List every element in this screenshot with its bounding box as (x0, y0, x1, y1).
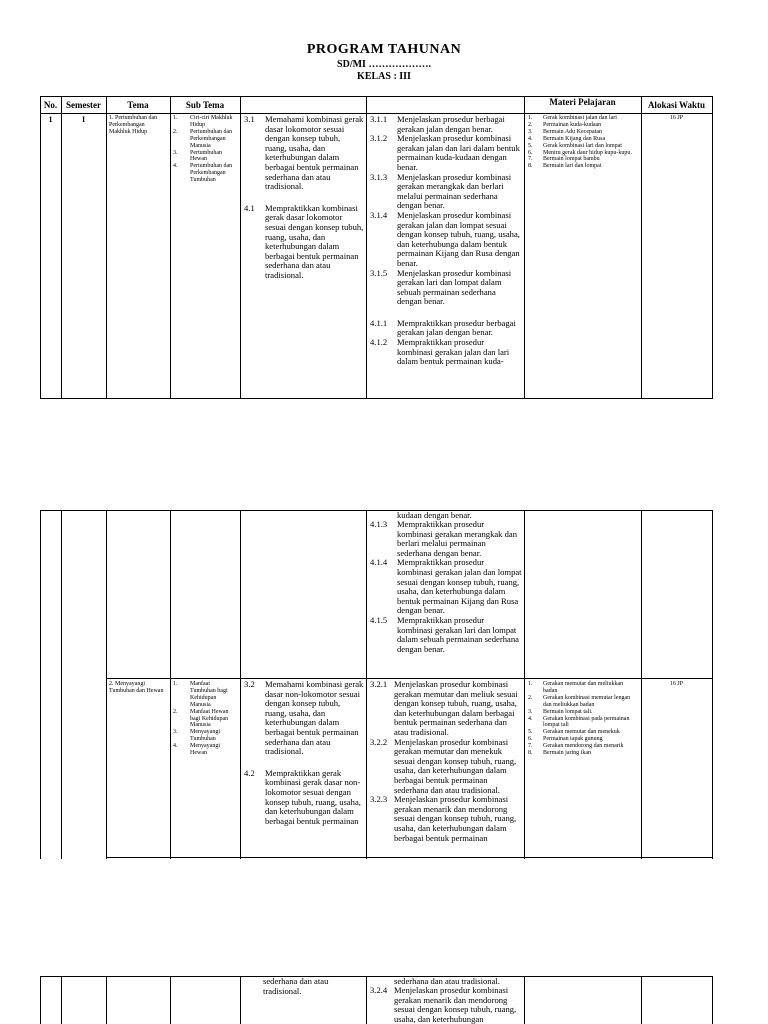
item-number: 3.1.3 (370, 171, 388, 182)
item-text: Pertumbuhan dan Perkembangan Tumbuhan (190, 163, 233, 184)
item-number: 2. (528, 694, 533, 701)
list-item (528, 115, 636, 122)
item-number: 3.1 (244, 114, 255, 124)
item-number: 3.2.3 (370, 794, 388, 805)
list-item (370, 173, 522, 211)
tema-cell: 1. Pertumbuhan dan Perkembangan Makhluk Hidup (109, 115, 158, 135)
class-label: KELAS : III (357, 71, 411, 82)
indikator-list-2 (370, 680, 522, 843)
list-item (244, 769, 364, 827)
item-number: 3.2 (244, 679, 255, 689)
item-number: 3. (173, 149, 178, 156)
item-text: Menjelaskan prosedur kombinasi gerakan memutar dan meliuk sesuai dengan konsep tubuh, ruang, usaha, dan keterhubungan dalam berbagai bentuk permainan sederhana dan atau tradisional. (394, 679, 518, 737)
list-item (528, 681, 636, 695)
item-text: Menjelaskan prosedur kombinasi gerakan lari dan lompat dalam sebuah permainan sederhana dengan benar. (397, 267, 512, 307)
subtema-list-2 (173, 681, 237, 757)
item-text: Mempraktikkan prosedur kombinasi gerakan jalan dan lari dalam bentuk permainan kuda- (397, 337, 510, 367)
item-text: Menjelaskan prosedur kombinasi gerakan jalan dan lari dalam bentuk permainan kuda-kudaan dengan benar. (397, 133, 520, 172)
indikator-list-continued (370, 520, 522, 654)
list-item (370, 986, 522, 1024)
item-number: 3.1.2 (370, 133, 388, 144)
subtema-list (173, 115, 237, 184)
item-text: Gerakan kombinasi memutar lengan dan meliukkan badan (543, 694, 631, 708)
alokasi-cell: 16 JP (669, 115, 684, 121)
list-item (528, 129, 636, 136)
item-text: Meniru gerak daur hidup kupu-kupu. (543, 149, 632, 156)
item-text: Pertumbuhan dan Perkembangan Manusia (190, 128, 233, 149)
list-item (173, 115, 237, 129)
item-text: Permainan tapak gunung (543, 736, 603, 743)
item-text: Gerakan kombinasi pada permainan lompat tali (543, 715, 630, 729)
item-number: 4. (528, 715, 533, 722)
kd-continued: sederhana dan atau tradisional. (263, 976, 329, 996)
item-number: 3.1.5 (370, 267, 388, 278)
item-text: Mempraktikkan prosedur kombinasi gerakan jalan dan lompat sesuai dengan konsep tubuh, ruang, usaha, dan keterhubunga dalam bentuk permainan Kijang dan Rusa dengan benar. (397, 557, 522, 616)
item-text: Menjelaskan prosedur kombinasi gerakan menarik dan mendorong sesuai dengan konsep tubuh, ruang, usaha, dan keterhubungan (394, 985, 517, 1024)
list-item (528, 743, 636, 750)
list-item (528, 122, 636, 129)
list-item (370, 616, 522, 654)
item-text: Bermain Kijang dan Rusa (543, 135, 606, 142)
item-number: 2. (173, 128, 178, 135)
item-text: Bermain jaring ikan (543, 750, 591, 757)
list-item (370, 269, 522, 307)
item-number: 4. (173, 743, 178, 750)
list-item (370, 115, 522, 134)
item-text: Gerakan memutar dan menekuk (543, 729, 620, 736)
item-number: 6. (528, 149, 533, 156)
item-number: 5. (528, 729, 533, 736)
list-item (528, 695, 636, 709)
list-item (173, 129, 237, 150)
item-number: 3.2.2 (370, 736, 388, 747)
item-text: Memahami kombinasi gerak dasar lokomotor sesuai dengan konsep tubuh, ruang, usaha, dan keterhubungan dalam berbagai bentuk permainan sederhana dan atau tradisional. (265, 114, 364, 192)
item-text: Gerak kombinasi jalan dan lari (543, 115, 617, 121)
list-item (528, 156, 636, 163)
item-number: 7. (528, 743, 533, 750)
list-item (370, 211, 522, 269)
document-title: PROGRAM TAHUNAN (306, 42, 462, 57)
row-semester: I (81, 115, 86, 124)
list-item (173, 743, 237, 757)
header-semester: Semester (66, 100, 101, 110)
item-text: Bermain lompat bambu (543, 156, 600, 163)
item-text: Ciri-ciri Makhluk Hidup (190, 115, 233, 128)
item-text: Menyayangi Hewan (190, 743, 220, 757)
item-text: Menjelaskan prosedur kombinasi gerakan memutar dan menekuk sesuai dengan konsep tubuh, ruang, usaha, dan keterhubungan dalam berbagai bentuk permainan sederhana dan atau tradisional. (394, 736, 517, 795)
item-number: 4.2 (244, 767, 255, 778)
header-alokasi: Alokasi Waktu (647, 100, 706, 110)
table-page-3 (40, 976, 713, 1024)
list-item (370, 558, 522, 616)
materi-list (528, 115, 636, 170)
list-item (370, 738, 522, 796)
item-number: 6. (528, 736, 533, 743)
indikator-continued-line-3: sederhana dan atau tradisional. (394, 976, 500, 986)
list-item (173, 681, 237, 709)
item-number: 1. (173, 115, 178, 121)
item-number: 2. (528, 121, 533, 128)
list-item (528, 136, 636, 143)
item-text: Mempraktikkan prosedur berbagai gerakan jalan dengan benar. (397, 317, 516, 338)
tema-cell-2: 2. Menyayangi Tumbuhan dan Hewan (109, 681, 164, 694)
item-text: Mempraktikkan prosedur kombinasi gerakan lari dan lompat dalam sebuah permainan sederhana dengan benar. (397, 614, 519, 654)
item-number: 1. (528, 115, 533, 121)
list-item (528, 143, 636, 150)
alokasi-cell-2: 16 JP (669, 681, 684, 687)
item-number: 2. (173, 708, 178, 715)
header-tema: Tema (127, 100, 149, 110)
list-item (173, 150, 237, 164)
list-item (528, 163, 636, 170)
item-text: Gerakan mendorong dan menarik (543, 743, 624, 750)
item-number: 3.2.4 (370, 985, 388, 995)
item-number: 1. (528, 681, 533, 687)
item-text: Menjelaskan prosedur kombinasi gerakan menarik dan mendorong sesuai dengan konsep tubuh, ruang, usaha, dan keterhubungan dalam berbagai bentuk permainan (394, 794, 517, 843)
item-text: Menyayangi Tumbuhan (190, 729, 220, 743)
item-number: 1. (173, 681, 178, 687)
list-item (370, 134, 522, 172)
materi-list-2 (528, 681, 636, 757)
item-number: 4.1.4 (370, 557, 388, 568)
item-text: Pertumbuhan Hewan (190, 149, 222, 163)
item-number: 4.1.5 (370, 614, 388, 625)
item-text: Mempraktikkan gerak kombinasi gerak dasar non-lokomotor sesuai dengan konsep tubuh, ruang, usaha, dan keterhubungan dalam berbagai bentuk permainan (265, 767, 361, 826)
list-item (528, 150, 636, 157)
item-number: 8. (528, 750, 533, 757)
header-no: No. (43, 100, 58, 110)
item-text: Menjelaskan prosedur berbagai gerakan jalan dengan benar. (397, 114, 505, 134)
list-item (173, 163, 237, 184)
item-number: 3.2.1 (370, 679, 388, 689)
list-item (528, 729, 636, 736)
list-item (528, 709, 636, 716)
header-subtema: Sub Tema (185, 100, 225, 110)
list-item (244, 680, 364, 757)
item-number: 4.1.3 (370, 519, 388, 529)
list-item (370, 680, 522, 738)
list-item (528, 736, 636, 743)
kd-list (244, 115, 364, 281)
item-text: Manfaat Tumbuhan bagi Kehidupan Manusia (190, 681, 228, 708)
item-number: 5. (528, 142, 533, 149)
item-number: 4.1 (244, 202, 255, 213)
item-number: 4.1.2 (370, 337, 388, 348)
list-item (528, 716, 636, 730)
header-materi: Materi Pelajaran (549, 97, 616, 107)
item-number: 3.1.4 (370, 209, 388, 220)
item-number: 3.1.1 (370, 114, 388, 124)
kd-list-2 (244, 680, 364, 826)
item-number: 4. (528, 135, 533, 142)
item-number: 4.1.1 (370, 317, 388, 328)
school-name: SD/MI ………………. (337, 59, 431, 70)
item-text: Bermain lari dan lompat (543, 163, 602, 170)
item-number: 3. (173, 729, 178, 736)
item-text: Bermain Adu Kecepatan (543, 128, 602, 135)
item-number: 3. (528, 708, 533, 715)
indikator-list (370, 115, 522, 367)
table-page-1 (40, 96, 713, 399)
row-number: 1 (48, 115, 53, 124)
item-text: Manfaat Hewan bagi Kehidupan Manusia (190, 708, 229, 729)
table-page-2 (40, 510, 713, 859)
list-item (244, 204, 364, 281)
list-item (370, 795, 522, 843)
item-text: Memahami kombinasi gerak dasar non-lokomotor sesuai dengan konsep tubuh, ruang, usaha, dan keterhubungan dalam berbagai bentuk permainan sederhana dan atau tradisional. (265, 679, 364, 757)
item-text: Permainan kuda-kudaan (543, 121, 602, 128)
item-number: 8. (528, 163, 533, 170)
indikator-continued-line: kudaan dengan benar. (397, 510, 472, 520)
list-item (173, 709, 237, 730)
list-item (528, 750, 636, 757)
indikator-list-3 (370, 986, 522, 1024)
item-number: 3. (528, 128, 533, 135)
item-text: Mempraktikkan kombinasi gerak dasar lokomotor sesuai dengan konsep tubuh, ruang, usaha, dan keterhubungan dalam berbagai bentuk permainan sederhana dan atau tradisional. (265, 202, 364, 280)
item-text: Mempraktikkan prosedur kombinasi gerakan merangkak dan berlari melalui permainan sederhana dengan benar. (397, 519, 518, 558)
item-text: Gerak kombinasi lari dan lompat (543, 142, 622, 149)
list-item (173, 729, 237, 743)
list-item (370, 338, 522, 367)
item-number: 7. (528, 156, 533, 163)
list-item (244, 115, 364, 192)
list-item (370, 319, 522, 338)
item-text: Menjelaskan prosedur kombinasi gerakan merangkak dan berlari melalui permainan sederhana dengan benar. (397, 171, 512, 211)
item-text: Menjelaskan prosedur kombinasi gerakan jalan dan lompat sesuai dengan konsep tubuh, ruang, usaha, dan keterhubunga dalam bentuk permainan Kijang dan Rusa dengan benar. (397, 209, 520, 268)
item-number: 4. (173, 163, 178, 170)
item-text: Bermain lompat tali. (543, 708, 593, 715)
list-item (370, 520, 522, 558)
item-text: Gerakan memutar dan meliukkan badan (543, 681, 624, 694)
